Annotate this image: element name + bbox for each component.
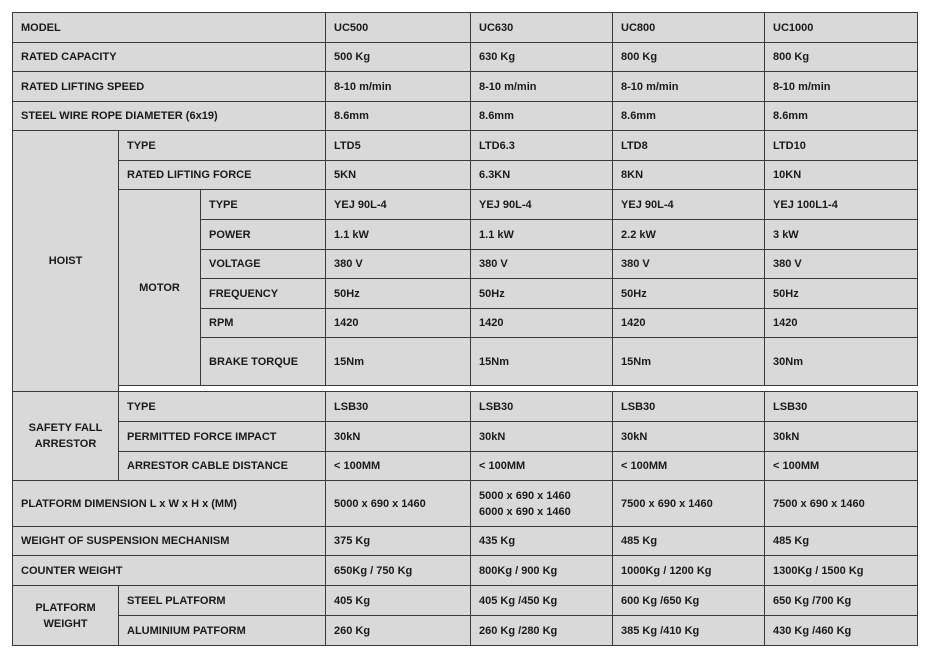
cell: 260 Kg xyxy=(326,616,471,646)
row-label: POWER xyxy=(201,220,326,250)
row-label: FREQUENCY xyxy=(201,279,326,309)
cell: 1.1 kW xyxy=(326,220,471,250)
cell: 6.3KN xyxy=(471,161,613,190)
cell: 30kN xyxy=(765,422,918,452)
cell: 260 Kg /280 Kg xyxy=(471,616,613,646)
cell: 380 V xyxy=(326,250,471,279)
group-label-line: PLATFORM xyxy=(35,601,96,614)
row-label: WEIGHT OF SUSPENSION MECHANISM xyxy=(13,527,326,556)
row-label: COUNTER WEIGHT xyxy=(13,556,326,586)
row-label: RATED LIFTING SPEED xyxy=(13,72,326,102)
cell: 630 Kg xyxy=(471,43,613,72)
cell: < 100MM xyxy=(613,452,765,481)
row-platform-dimension xyxy=(13,481,918,527)
header-uc630: UC630 xyxy=(471,13,613,43)
cell: 8.6mm xyxy=(471,102,613,131)
cell: 50Hz xyxy=(326,279,471,309)
cell: 15Nm xyxy=(613,338,765,386)
cell: 8-10 m/min xyxy=(471,72,613,102)
row-label: PLATFORM DIMENSION L x W x H x (MM) xyxy=(13,481,326,527)
cell: 8.6mm xyxy=(765,102,918,131)
row-label: BRAKE TORQUE xyxy=(201,338,326,386)
cell: 50Hz xyxy=(471,279,613,309)
cell: 50Hz xyxy=(613,279,765,309)
cell: < 100MM xyxy=(765,452,918,481)
spec-table xyxy=(12,12,918,646)
cell: LTD8 xyxy=(613,131,765,161)
cell: 15Nm xyxy=(471,338,613,386)
group-label-platform-weight xyxy=(13,586,119,646)
cell: 30Nm xyxy=(765,338,918,386)
cell: LTD10 xyxy=(765,131,918,161)
cell: 800 Kg xyxy=(613,43,765,72)
cell: LSB30 xyxy=(471,392,613,422)
cell: 5000 x 690 x 1460 xyxy=(326,481,471,527)
cell: 380 V xyxy=(471,250,613,279)
cell: < 100MM xyxy=(471,452,613,481)
group-label-hoist: HOIST xyxy=(13,131,119,392)
cell-line: 6000 x 690 x 1460 xyxy=(479,505,571,518)
cell: 8-10 m/min xyxy=(326,72,471,102)
cell: 8KN xyxy=(613,161,765,190)
cell: 1420 xyxy=(471,309,613,338)
row-label: ARRESTOR CABLE DISTANCE xyxy=(119,452,326,481)
group-label-line: ARRESTOR xyxy=(34,438,97,450)
cell: 5KN xyxy=(326,161,471,190)
cell: 1300Kg / 1500 Kg xyxy=(765,556,918,586)
header-row xyxy=(13,13,918,43)
cell: 435 Kg xyxy=(471,527,613,556)
cell-line: 5000 x 690 x 1460 xyxy=(479,489,571,502)
group-label-line: SAFETY FALL xyxy=(28,422,103,434)
row-label: TYPE xyxy=(119,131,326,161)
group-label-motor: MOTOR xyxy=(119,190,201,386)
cell: 30kN xyxy=(471,422,613,452)
row-arrestor-type xyxy=(13,392,918,422)
cell: 405 Kg /450 Kg xyxy=(471,586,613,616)
cell: 385 Kg /410 Kg xyxy=(613,616,765,646)
row-suspension-weight xyxy=(13,527,918,556)
cell: 380 V xyxy=(765,250,918,279)
cell: 3 kW xyxy=(765,220,918,250)
cell: 375 Kg xyxy=(326,527,471,556)
cell: 800 Kg xyxy=(765,43,918,72)
header-uc800: UC800 xyxy=(613,13,765,43)
row-rated-capacity xyxy=(13,43,918,72)
group-label-line: WEIGHT xyxy=(43,617,88,630)
row-label: ALUMINIUM PATFORM xyxy=(119,616,326,646)
cell: LSB30 xyxy=(326,392,471,422)
cell: 650Kg / 750 Kg xyxy=(326,556,471,586)
cell: LTD5 xyxy=(326,131,471,161)
cell: 485 Kg xyxy=(765,527,918,556)
cell: 800Kg / 900 Kg xyxy=(471,556,613,586)
row-motor-type xyxy=(13,190,918,220)
cell: 485 Kg xyxy=(613,527,765,556)
cell: 7500 x 690 x 1460 xyxy=(765,481,918,527)
row-label: RPM xyxy=(201,309,326,338)
row-rated-lifting-speed xyxy=(13,72,918,102)
header-uc500: UC500 xyxy=(326,13,471,43)
cell: 8-10 m/min xyxy=(765,72,918,102)
cell: 650 Kg /700 Kg xyxy=(765,586,918,616)
row-label: TYPE xyxy=(119,392,326,422)
cell: 8-10 m/min xyxy=(613,72,765,102)
cell: 1420 xyxy=(765,309,918,338)
cell: < 100MM xyxy=(326,452,471,481)
cell: 1000Kg / 1200 Kg xyxy=(613,556,765,586)
row-hoist-lifting-force xyxy=(13,161,918,190)
row-label: TYPE xyxy=(201,190,326,220)
cell: 30kN xyxy=(613,422,765,452)
cell: LSB30 xyxy=(765,392,918,422)
row-label: VOLTAGE xyxy=(201,250,326,279)
cell: 8.6mm xyxy=(326,102,471,131)
cell: 7500 x 690 x 1460 xyxy=(613,481,765,527)
cell: 2.2 kW xyxy=(613,220,765,250)
cell: 405 Kg xyxy=(326,586,471,616)
row-label: RATED CAPACITY xyxy=(13,43,326,72)
header-model: MODEL xyxy=(13,13,326,43)
cell: 15Nm xyxy=(326,338,471,386)
row-aluminium-platform xyxy=(13,616,918,646)
cell: LTD6.3 xyxy=(471,131,613,161)
cell: 500 Kg xyxy=(326,43,471,72)
row-label: STEEL WIRE ROPE DIAMETER (6x19) xyxy=(13,102,326,131)
cell: 30kN xyxy=(326,422,471,452)
cell: 600 Kg /650 Kg xyxy=(613,586,765,616)
cell: 8.6mm xyxy=(613,102,765,131)
row-arrestor-force xyxy=(13,422,918,452)
cell: 10KN xyxy=(765,161,918,190)
cell xyxy=(471,481,613,527)
row-arrestor-cable xyxy=(13,452,918,481)
group-label-safety-arrestor xyxy=(13,392,119,481)
cell: YEJ 90L-4 xyxy=(613,190,765,220)
row-hoist-type xyxy=(13,131,918,161)
cell: 430 Kg /460 Kg xyxy=(765,616,918,646)
row-label: PERMITTED FORCE IMPACT xyxy=(119,422,326,452)
cell: YEJ 90L-4 xyxy=(326,190,471,220)
cell: YEJ 100L1-4 xyxy=(765,190,918,220)
cell: 1420 xyxy=(613,309,765,338)
cell: 1420 xyxy=(326,309,471,338)
header-uc1000: UC1000 xyxy=(765,13,918,43)
cell: 380 V xyxy=(613,250,765,279)
row-label: STEEL PLATFORM xyxy=(119,586,326,616)
cell: LSB30 xyxy=(613,392,765,422)
row-steel-platform xyxy=(13,586,918,616)
cell: YEJ 90L-4 xyxy=(471,190,613,220)
row-counter-weight xyxy=(13,556,918,586)
cell: 1.1 kW xyxy=(471,220,613,250)
row-wire-rope-diameter xyxy=(13,102,918,131)
row-label: RATED LIFTING FORCE xyxy=(119,161,326,190)
cell: 50Hz xyxy=(765,279,918,309)
